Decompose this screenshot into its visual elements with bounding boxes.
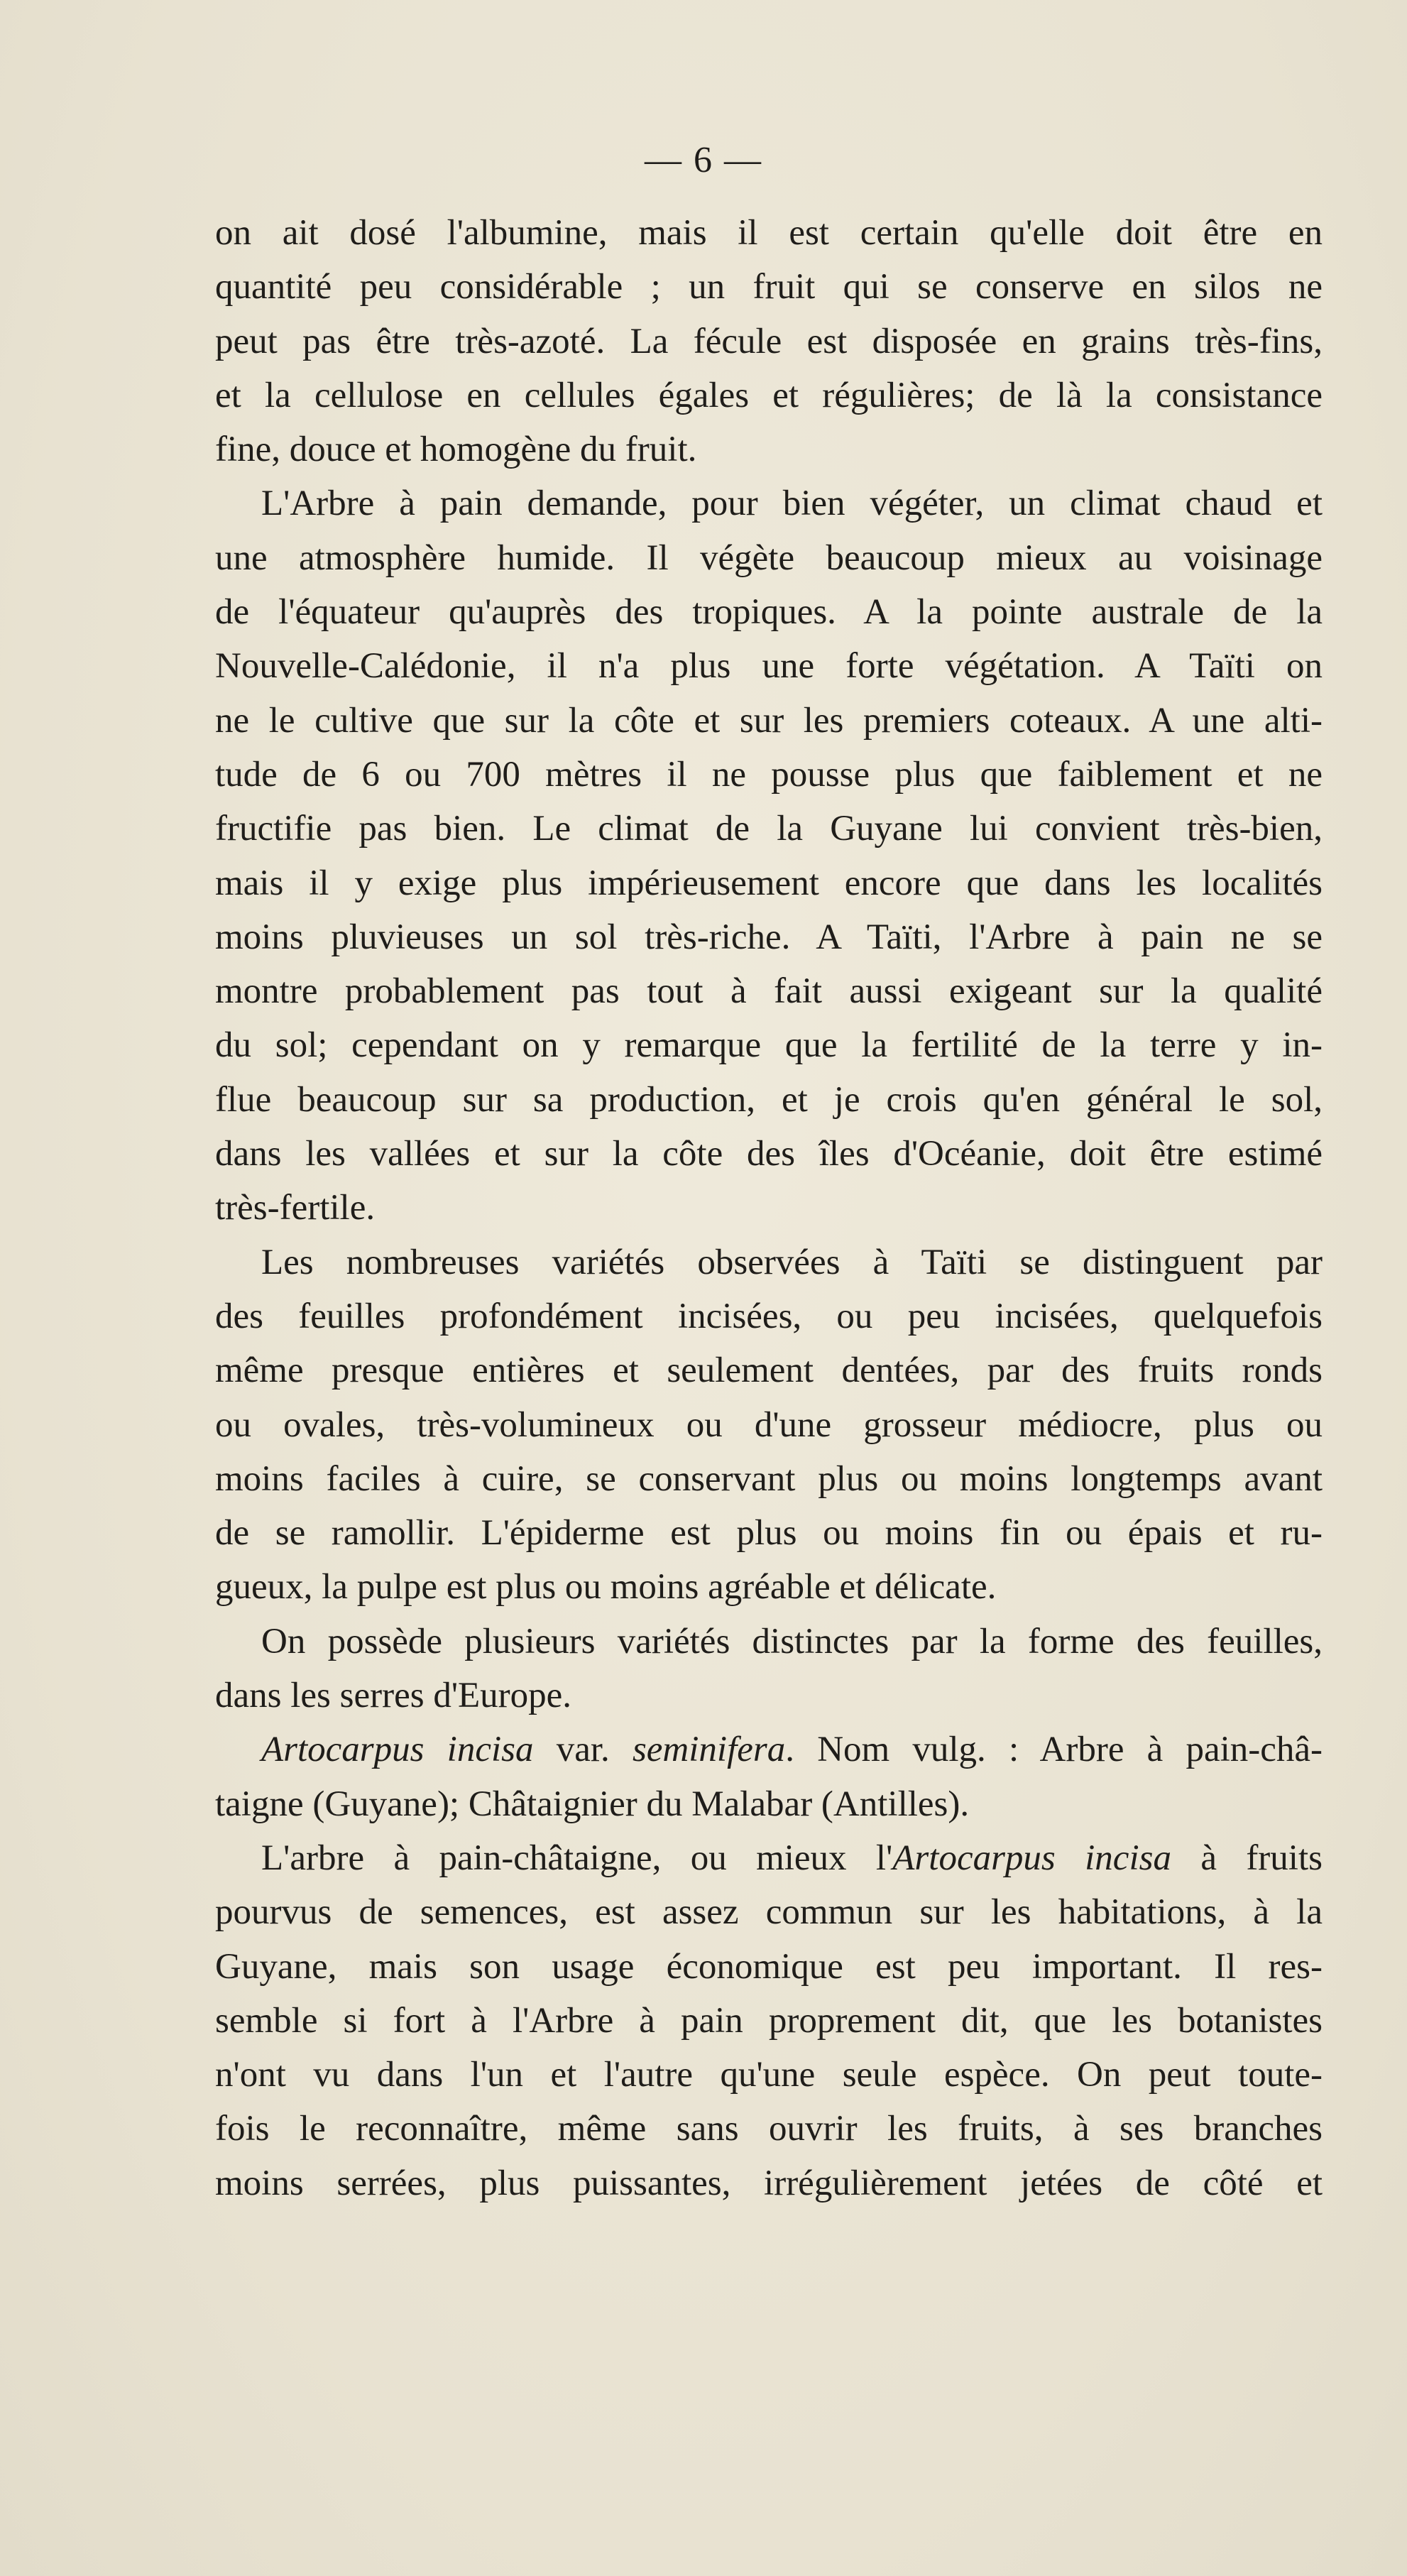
text-line: une atmosphère humide. Il végète beaucoup mieux au voisinage <box>215 537 1323 578</box>
text-line: gueux, la pulpe est plus ou moins agréable et délicate. <box>215 1567 997 1608</box>
text-line: peut pas être très-azoté. La fécule est disposée en grains très-fins, <box>215 321 1323 361</box>
text-segment: L'arbre à pain-châtaigne, ou mieux l' <box>261 1838 893 1878</box>
text-line: fois le reconnaître, même sans ouvrir les fruits, à ses branches <box>215 2109 1323 2149</box>
text-line <box>215 1723 1323 1777</box>
text-line: mais il y exige plus impérieusement encore que dans les localités <box>215 863 1323 903</box>
text-line: Nouvelle-Calédonie, il n'a plus une forte végétation. A Taïti on <box>215 646 1323 687</box>
text-line: montre probablement pas tout à fait aussi exigeant sur la qualité <box>215 971 1323 1012</box>
text-line: ne le cultive que sur la côte et sur les premiers coteaux. A une alti- <box>215 700 1323 741</box>
text-line: même presque entières et seulement dentées, par des fruits ronds <box>215 1350 1323 1391</box>
text-line: du sol; cependant on y remarque que la fertilité de la terre y in- <box>215 1025 1323 1066</box>
page-number: — 6 — <box>645 140 762 180</box>
text-line: ou ovales, très-volumineux ou d'une grosseur médiocre, plus ou <box>215 1404 1323 1445</box>
text-line: dans les serres d'Europe. <box>215 1676 572 1716</box>
text-line: On possède plusieurs variétés distinctes par la forme des feuilles, <box>261 1621 1323 1661</box>
text-line: fructifie pas bien. Le climat de la Guyane lui convient très-bien, <box>215 809 1323 849</box>
text-line: pourvus de semences, est assez commun sur les habitations, à la <box>215 1892 1323 1933</box>
text-line: de l'équateur qu'auprès des tropiques. A la pointe australe de la <box>215 592 1323 633</box>
text-line: L'Arbre à pain demande, pour bien végéter, un climat chaud et <box>261 484 1323 524</box>
text-line: on ait dosé l'albumine, mais il est certain qu'elle doit être en <box>215 213 1323 253</box>
text-line: moins pluvieuses un sol très-riche. A Taïti, l'Arbre à pain ne se <box>215 917 1323 957</box>
text-segment: à fruits <box>1171 1838 1323 1878</box>
text-line: Les nombreuses variétés observées à Taïti se distinguent par <box>261 1242 1323 1282</box>
text-segment: . Nom vulg. : Arbre à pain-châ- <box>785 1730 1323 1770</box>
text-line: moins faciles à cuire, se conservant plus ou moins longtemps avant <box>215 1458 1323 1499</box>
text-line: très-fertile. <box>215 1188 376 1228</box>
italic-text: Artocarpus incisa <box>892 1838 1171 1878</box>
text-line: flue beaucoup sur sa production, et je crois qu'en général le sol, <box>215 1079 1323 1120</box>
text-line: des feuilles profondément incisées, ou peu incisées, quelquefois <box>215 1296 1323 1336</box>
text-line: moins serrées, plus puissantes, irrégulièrement jetées de côté et <box>215 2163 1323 2203</box>
text-line: et la cellulose en cellules égales et régulières; de là la consistance <box>215 375 1323 415</box>
italic-text: seminifera <box>632 1730 786 1770</box>
text-line: de se ramollir. L'épiderme est plus ou moins fin ou épais et ru- <box>215 1513 1323 1554</box>
text-line: Guyane, mais son usage économique est peu important. Il res- <box>215 1946 1323 1987</box>
text-line: fine, douce et homogène du fruit. <box>215 430 697 470</box>
text-line: semble si fort à l'Arbre à pain proprement dit, que les botanistes <box>215 2000 1323 2041</box>
body-text <box>215 206 1323 2210</box>
text-line <box>215 1831 1323 1885</box>
text-line: tude de 6 ou 700 mètres il ne pousse plus que faiblement et ne <box>215 754 1323 795</box>
text-line: taigne (Guyane); Châtaignier du Malabar (Antilles). <box>215 1784 970 1824</box>
text-line: dans les vallées et sur la côte des îles d'Océanie, doit être estimé <box>215 1134 1323 1174</box>
text-line: quantité peu considérable ; un fruit qui se conserve en silos ne <box>215 267 1323 307</box>
text-segment: var. <box>533 1730 633 1770</box>
text-line: n'ont vu dans l'un et l'autre qu'une seule espèce. On peut toute- <box>215 2055 1323 2095</box>
italic-text: Artocarpus incisa <box>261 1730 534 1770</box>
